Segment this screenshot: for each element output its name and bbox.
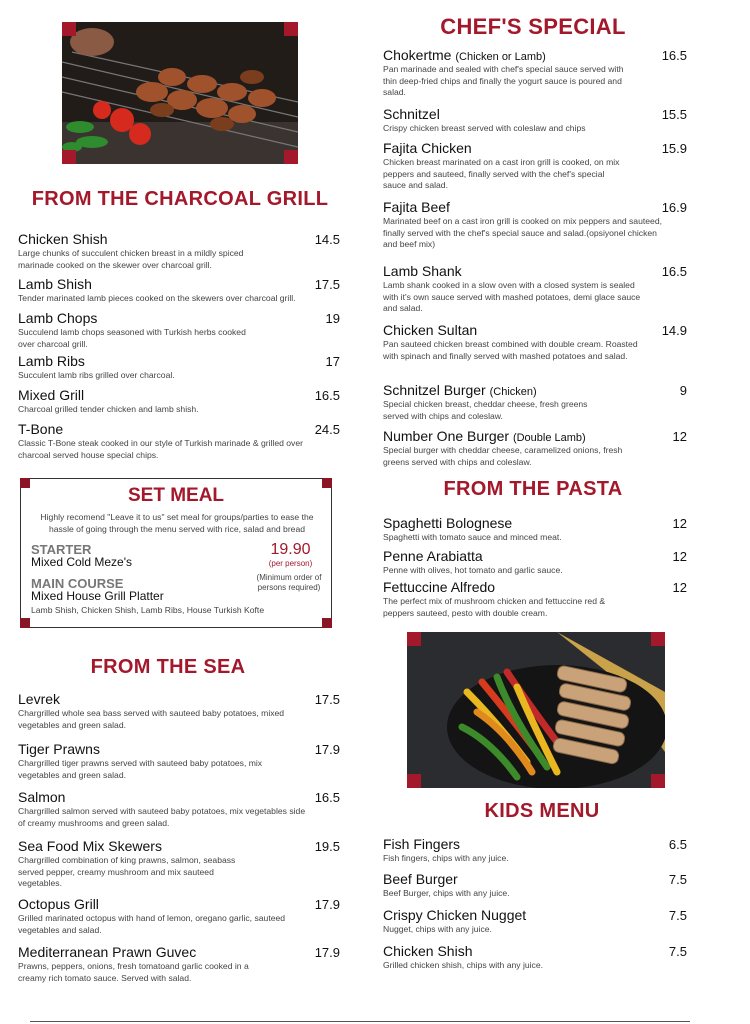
menu-item (383, 382, 687, 422)
item-name: Mixed Grill (18, 387, 85, 403)
item-price: 9 (679, 383, 687, 398)
grill-photo (62, 22, 298, 164)
item-price: 17 (325, 354, 340, 369)
chef-section-title: CHEF'S SPECIAL (440, 14, 626, 39)
item-price: 12 (672, 580, 687, 595)
menu-item (18, 310, 340, 350)
photo-corner (284, 150, 298, 164)
set-meal-description: Highly recomend "Leave it to us" set meal for groups/parties to ease the hassle of going through the menu served with rice, salad and bread (40, 512, 314, 534)
photo-corner (62, 22, 76, 36)
item-description: Tender marinated lamb pieces cooked on the skewers over charcoal grill. (18, 293, 296, 303)
item-price: 15.9 (661, 141, 687, 156)
item-price: 14.9 (661, 323, 687, 338)
set-meal-items: Lamb Shish, Chicken Shish, Lamb Ribs, House Turkish Kofte (31, 605, 265, 615)
item-name-text: Schnitzel Burger (383, 382, 486, 398)
menu-item (18, 231, 340, 271)
item-description: Marinated beef on a cast iron grill is cooked on mix peppers and sauteed, finally served with the chef's special sauce and salad.(opsiyonel chicken and beef mix) (383, 216, 662, 249)
main-course-value: Mixed House Grill Platter (31, 589, 164, 603)
item-price: 12 (672, 429, 687, 444)
bottom-divider (30, 1021, 690, 1022)
menu-item (383, 515, 687, 544)
item-name: Lamb Shank (383, 263, 462, 279)
item-name (383, 47, 546, 63)
item-name-text: Chokertme (383, 47, 452, 63)
kids-section-title: KIDS MENU (484, 800, 600, 822)
menu-item (18, 276, 340, 305)
fajita-skillet-icon (407, 632, 665, 788)
item-description: Fish fingers, chips with any juice. (383, 853, 509, 863)
item-price: 17.9 (314, 945, 340, 960)
item-description: Chicken breast marinated on a cast iron grill is cooked, on mix peppers and sauteed, finally served with the chef's special sauce and salad. (383, 157, 620, 190)
menu-item (18, 421, 340, 461)
item-price: 17.9 (314, 742, 340, 757)
item-name: Chicken Sultan (383, 322, 478, 338)
item-description: Chargrilled whole sea bass served with sauteed baby potatoes, mixed vegetables and green salad. (18, 708, 285, 730)
fajita-photo (407, 632, 665, 788)
menu-item (383, 263, 687, 315)
item-description: Pan marinade and sealed with chef's special sauce served with thin deep-fried chips and finally the yogurt sauce is poured and salad. (383, 64, 624, 97)
item-price: 16.5 (314, 790, 340, 805)
menu-item (383, 199, 687, 251)
item-description: Beef Burger, chips with any juice. (383, 888, 510, 898)
item-name-text: Number One Burger (383, 428, 510, 444)
item-name: Beef Burger (383, 871, 458, 887)
menu-item (383, 140, 687, 192)
photo-corner (407, 632, 421, 646)
menu-item (383, 907, 687, 936)
menu-item (18, 741, 340, 781)
item-description: Prawns, peppers, onions, fresh tomatoand garlic cooked in a creamy rich tomato sauce. Served with salad. (18, 961, 249, 983)
menu-item (383, 548, 687, 577)
item-description: Grilled marinated octopus with hand of lemon, oregano garlic, sauteed vegetables and salad. (18, 913, 286, 935)
sea-section-title: FROM THE SEA (90, 656, 246, 678)
item-name (383, 382, 537, 398)
item-price: 16.5 (661, 48, 687, 63)
item-name: Lamb Shish (18, 276, 92, 292)
photo-corner (62, 150, 76, 164)
menu-item (383, 871, 687, 900)
item-price: 12 (672, 549, 687, 564)
item-description: Special burger with cheddar cheese, caramelized onions, fresh greens served with chips and coleslaw. (383, 445, 623, 467)
item-price: 19.5 (314, 839, 340, 854)
item-price: 16.9 (661, 200, 687, 215)
box-corner (322, 618, 332, 628)
item-name: Spaghetti Bolognese (383, 515, 513, 531)
item-description: Spaghetti with tomato sauce and minced meat. (383, 532, 562, 542)
item-name: Sea Food Mix Skewers (18, 838, 162, 854)
item-name: Chicken Shish (18, 231, 108, 247)
pasta-section-title: FROM THE PASTA (443, 478, 623, 500)
main-course-label: MAIN COURSE (31, 576, 124, 591)
photo-corner (284, 22, 298, 36)
item-price: 17.5 (314, 692, 340, 707)
starter-label: STARTER (31, 542, 92, 557)
item-name: T-Bone (18, 421, 64, 437)
item-description: Charcoal grilled tender chicken and lamb shish. (18, 404, 199, 414)
item-price: 14.5 (314, 232, 340, 247)
grill-skewers-icon (62, 22, 298, 164)
item-name: Octopus Grill (18, 896, 99, 912)
photo-corner (651, 774, 665, 788)
item-name: Schnitzel (383, 106, 440, 122)
item-name: Salmon (18, 789, 66, 805)
menu-item (18, 944, 340, 984)
grill-section-title: FROM THE CHARCOAL GRILL (31, 188, 329, 210)
menu-item (18, 387, 340, 416)
menu-item (383, 47, 687, 99)
item-name: Levrek (18, 691, 61, 707)
item-name: Fajita Beef (383, 199, 450, 215)
item-price: 17.9 (314, 897, 340, 912)
item-price: 19 (325, 311, 340, 326)
menu-item (18, 838, 340, 890)
menu-item (383, 322, 687, 362)
item-description: Chargrilled tiger prawns served with sauteed baby potatoes, mix vegetables and green salad. (18, 758, 263, 780)
item-name: Mediterranean Prawn Guvec (18, 944, 197, 960)
item-name: Tiger Prawns (18, 741, 100, 757)
menu-item (18, 691, 340, 731)
item-description: Chargrilled salmon served with sauteed baby potatoes, mix vegetables side of creamy mushrooms and green salad. (18, 806, 306, 828)
item-name-note: (Chicken) (489, 386, 537, 398)
item-name: Fettuccine Alfredo (383, 579, 496, 595)
photo-corner (407, 774, 421, 788)
item-description: Special chicken breast, cheddar cheese, fresh greens served with chips and coleslaw. (383, 399, 588, 421)
item-description: Succulent lamb ribs grilled over charcoal. (18, 370, 175, 380)
item-name-note: (Double Lamb) (512, 432, 586, 444)
item-price: 17.5 (314, 277, 340, 292)
item-price: 6.5 (668, 837, 687, 852)
item-name: Fish Fingers (383, 836, 461, 852)
starter-value: Mixed Cold Meze's (31, 555, 132, 569)
item-name: Chicken Shish (383, 943, 473, 959)
menu-item (383, 428, 687, 468)
item-price: 15.5 (661, 107, 687, 122)
item-description: Lamb shank cooked in a slow oven with a closed system is sealed with it's own sauce served with mashed potatoes, demi glace sauce and salad. (383, 280, 641, 313)
item-name: Fajita Chicken (383, 140, 472, 156)
item-name: Penne Arabiatta (383, 548, 483, 564)
item-description: Grilled chicken shish, chips with any juice. (383, 960, 544, 970)
item-price: 12 (672, 516, 687, 531)
menu-item (18, 896, 340, 936)
menu-item (383, 836, 687, 865)
item-description: Crispy chicken breast served with coleslaw and chips (383, 123, 586, 133)
photo-corner (651, 632, 665, 646)
item-description: Classic T-Bone steak cooked in our style of Turkish marinade & grilled over charcoal served house special chips. (18, 438, 303, 460)
menu-item (18, 353, 340, 382)
item-description: Succulend lamb chops seasoned with Turkish herbs cooked over charcoal grill. (18, 327, 246, 349)
item-description: Chargrilled combination of king prawns, salmon, seabass served pepper, creamy mushroom and mix sauteed vegetables. (18, 855, 236, 888)
item-description: Pan sauteed chicken breast combined with double cream. Roasted with spinach and finally served with mashed potatoes and salad. (383, 339, 638, 361)
item-description: Nugget, chips with any juice. (383, 924, 492, 934)
box-corner (20, 618, 30, 628)
set-meal-per-person: (per person) (268, 559, 313, 568)
item-description: The perfect mix of mushroom chicken and fettuccine red & peppers sauteed, pesto with double cream. (383, 596, 606, 618)
item-name-note: (Chicken or Lamb) (455, 51, 546, 63)
item-name (383, 428, 586, 444)
item-description: Penne with olives, hot tomato and garlic sauce. (383, 565, 563, 575)
item-description: Large chunks of succulent chicken breast in a mildly spiced marinade cooked on the skewer over charcoal grill. (18, 248, 244, 270)
item-price: 7.5 (668, 908, 687, 923)
item-price: 16.5 (661, 264, 687, 279)
menu-item (383, 579, 687, 619)
item-price: 7.5 (668, 944, 687, 959)
set-meal-title: SET MEAL (127, 485, 225, 506)
item-name: Crispy Chicken Nugget (383, 907, 527, 923)
menu-item (18, 789, 340, 829)
menu-item (383, 106, 687, 135)
item-name: Lamb Ribs (18, 353, 85, 369)
item-name: Lamb Chops (18, 310, 98, 326)
item-price: 16.5 (314, 388, 340, 403)
item-price: 7.5 (668, 872, 687, 887)
set-meal-box (20, 478, 332, 628)
menu-item (383, 943, 687, 972)
set-meal-price: 19.90 (270, 541, 311, 558)
item-price: 24.5 (314, 422, 340, 437)
set-meal-minimum: (Minimum order of persons required) (256, 573, 322, 592)
